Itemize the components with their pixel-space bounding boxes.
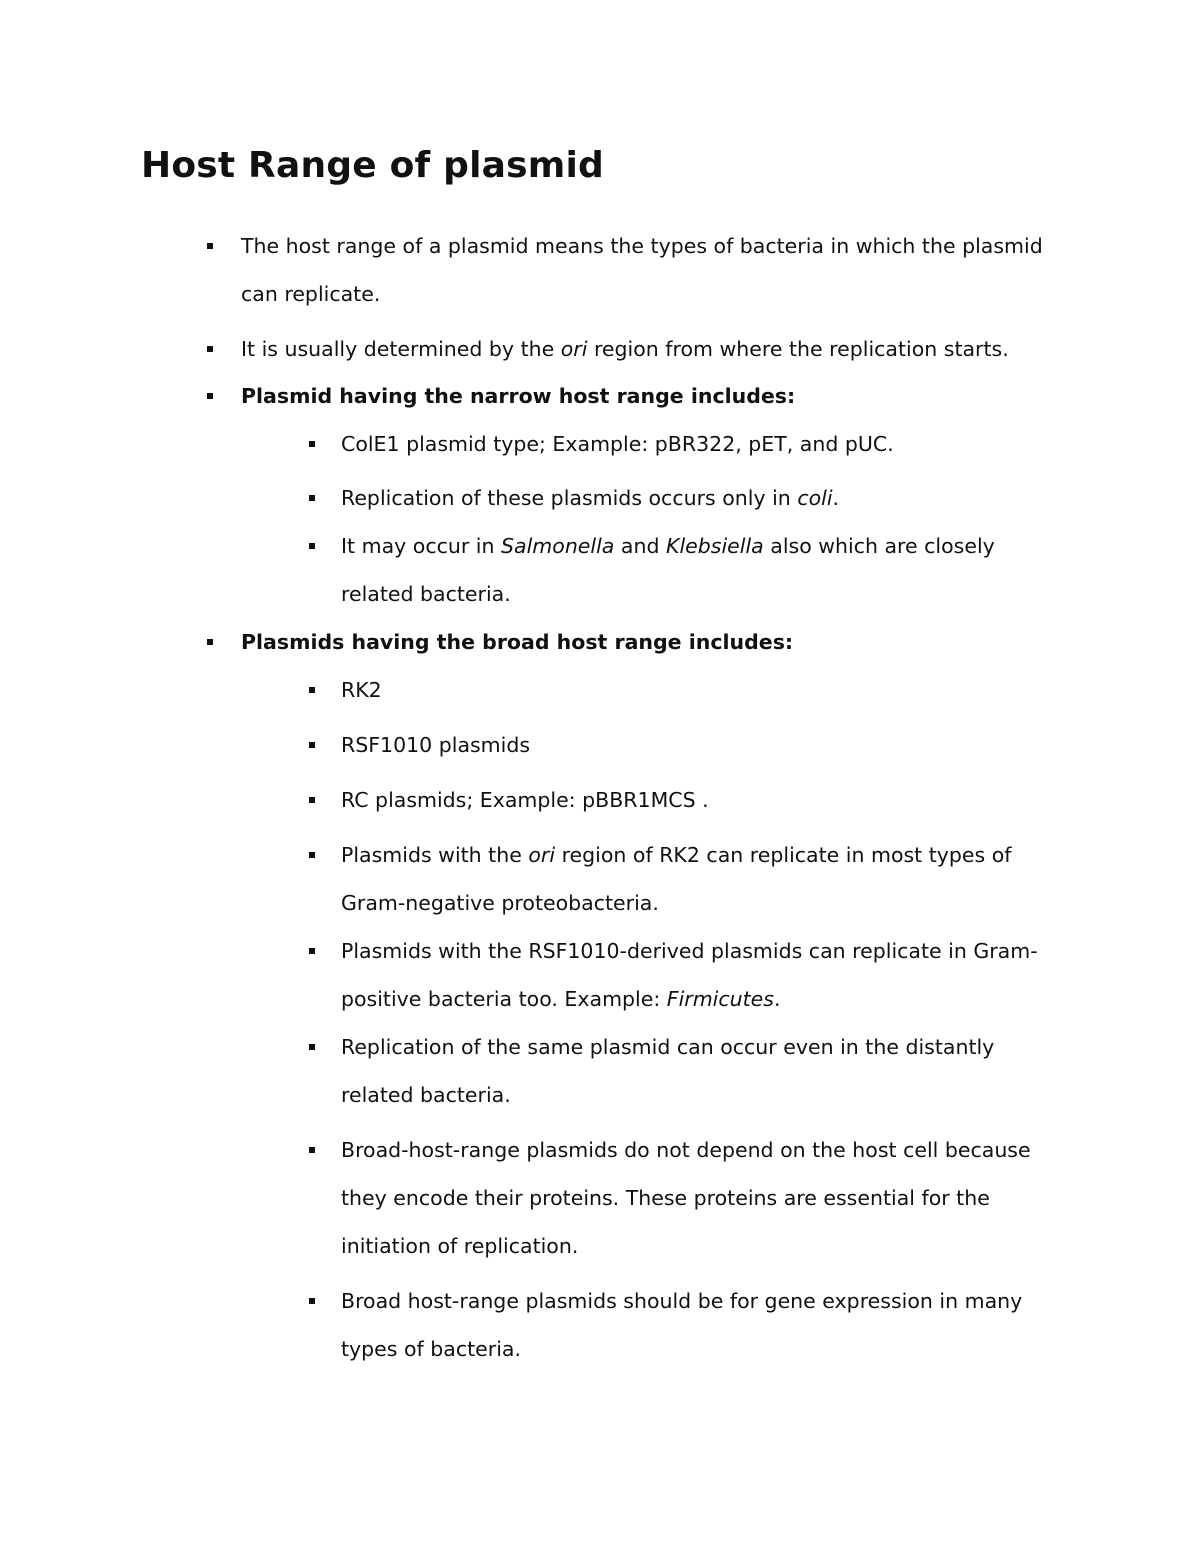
- bullet-icon: [207, 243, 213, 249]
- bullet-icon: [309, 852, 315, 858]
- bullet-icon: [309, 797, 315, 803]
- list-item-text: .: [832, 486, 840, 510]
- sub-list-item: [341, 776, 1061, 824]
- list-item-text: and: [620, 534, 660, 558]
- list-item-text: Broad host-range plasmids should be for gene expression in many types of bacteria.: [341, 1289, 1023, 1361]
- list-item-text: RK2: [341, 678, 382, 702]
- sub-list-item: [341, 420, 1061, 468]
- sub-list-item: [341, 474, 1061, 522]
- list-item-text: .: [773, 987, 781, 1011]
- sub-list-item: [341, 1023, 1061, 1119]
- list-item-text: Replication of these plasmids occurs only in: [341, 486, 791, 510]
- list-item-text: Plasmids with the: [341, 843, 522, 867]
- list-item-text: Broad-host-range plasmids do not depend on the host cell because they encode their proteins. These proteins are essential for the initiation of replication.: [341, 1138, 1031, 1258]
- list-item-text: RC plasmids; Example: pBBR1MCS .: [341, 788, 709, 812]
- sub-list-item: [341, 666, 1061, 714]
- list-item: [241, 325, 1071, 373]
- bullet-icon: [309, 441, 315, 447]
- sub-list-item: [341, 927, 1061, 1023]
- italic-term: ori: [560, 337, 588, 361]
- list-item-text: Plasmids with the RSF1010-derived plasmids can replicate in Gram-positive bacteria too. Example:: [341, 939, 1038, 1011]
- italic-term: Klebsiella: [666, 534, 764, 558]
- list-item-text: It may occur in: [341, 534, 495, 558]
- sub-list-item: [341, 522, 1061, 618]
- list-item-text: The host range of a plasmid means the types of bacteria in which the plasmid can replicate.: [241, 234, 1043, 306]
- bullet-icon: [207, 639, 213, 645]
- bullet-icon: [309, 495, 315, 501]
- list-item-text: ColE1 plasmid type; Example: pBR322, pET, and pUC.: [341, 432, 894, 456]
- section-heading: [241, 372, 1071, 420]
- page-title: Host Range of plasmid: [141, 145, 604, 186]
- section-heading-text: Plasmid having the narrow host range includes:: [241, 384, 796, 408]
- bullet-icon: [309, 1044, 315, 1050]
- bullet-icon: [309, 543, 315, 549]
- list-item-text: It is usually determined by the: [241, 337, 555, 361]
- sub-list-item: [341, 1126, 1061, 1270]
- list-item: [241, 222, 1071, 318]
- list-item-text: also which are closely related bacteria.: [341, 534, 995, 606]
- italic-term: coli: [797, 486, 833, 510]
- sub-list-item: [341, 1277, 1061, 1373]
- bullet-icon: [309, 948, 315, 954]
- section-heading: [241, 618, 1071, 666]
- section-heading-text: Plasmids having the broad host range includes:: [241, 630, 794, 654]
- bullet-icon: [309, 1147, 315, 1153]
- list-item-text: RSF1010 plasmids: [341, 733, 531, 757]
- bullet-icon: [309, 687, 315, 693]
- bullet-icon: [207, 393, 213, 399]
- bullet-icon: [309, 1298, 315, 1304]
- bullet-icon: [309, 742, 315, 748]
- sub-list-item: [341, 831, 1061, 927]
- bullet-icon: [207, 346, 213, 352]
- italic-term: ori: [528, 843, 556, 867]
- italic-term: Firmicutes: [666, 987, 774, 1011]
- list-item-text: region from where the replication starts.: [593, 337, 1009, 361]
- list-item-text: Replication of the same plasmid can occur even in the distantly related bacteria.: [341, 1035, 995, 1107]
- italic-term: Salmonella: [501, 534, 615, 558]
- list-item-text: region of RK2 can replicate in most types of Gram-negative proteobacteria.: [341, 843, 1012, 915]
- sub-list-item: [341, 721, 1061, 769]
